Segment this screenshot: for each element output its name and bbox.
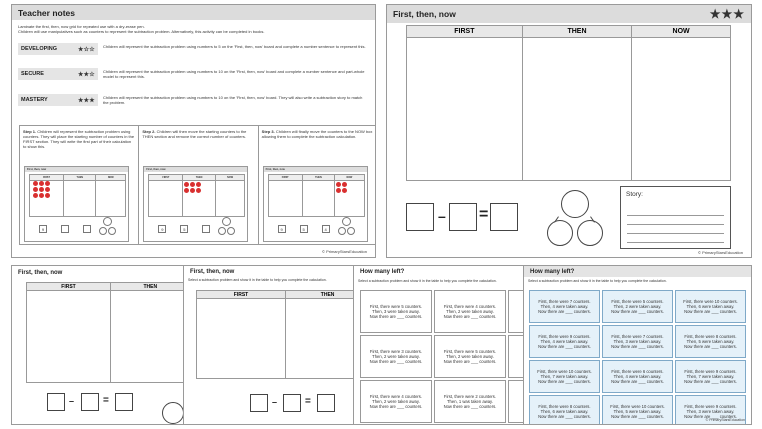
mini-board-title: First, then, now [25, 167, 128, 172]
level-label-box [18, 68, 98, 80]
level-label: MASTERY [21, 97, 48, 103]
problem-card[interactable] [434, 335, 506, 378]
step-3 [259, 126, 376, 244]
card-line: Then, 1 was taken away. [446, 398, 493, 404]
problem-card[interactable] [602, 395, 673, 425]
problem-card[interactable] [602, 290, 673, 323]
thumb-title-bar [184, 266, 358, 278]
level-label-box [18, 43, 98, 55]
thumb-title-bar [354, 266, 528, 277]
grid-header: FIRST [27, 283, 111, 291]
problem-card[interactable] [360, 290, 432, 333]
card-line: Then, 6 were taken away. [686, 303, 735, 309]
story-line [627, 234, 724, 243]
star-rating-icon: ★★☆ [77, 71, 95, 78]
steps-panel [19, 125, 376, 245]
problem-card[interactable] [434, 290, 506, 333]
grid-header: THEN [111, 283, 186, 291]
grid-header-first: FIRST [407, 26, 523, 38]
thumb-title-bar [524, 266, 751, 277]
thumbnail-first-then-now-2[interactable] [183, 265, 358, 425]
mini-header: THEN [64, 175, 96, 181]
story-line [627, 225, 724, 234]
card-line: Then, 2 were taken away. [372, 398, 420, 404]
problem-card[interactable] [675, 290, 746, 323]
step-title: Step 2. [142, 129, 156, 134]
card-line: Then, 5 were taken away. [613, 408, 662, 414]
equals-sign: = [305, 396, 311, 407]
card-line: Now there are ___ counters. [684, 344, 737, 350]
card-line: Then, 4 were taken away. [613, 373, 662, 379]
teacher-notes-page [11, 4, 376, 258]
level-developing [18, 43, 369, 55]
card-line: Now there are ___ counters. [538, 309, 591, 315]
card-grid [529, 290, 746, 425]
mini-box: 5 [300, 225, 308, 233]
counter [45, 187, 50, 192]
card-line: Now there are ___ counters. [538, 379, 591, 385]
thumbnail-how-many-left-2[interactable] [523, 265, 752, 425]
step-title: Step 1. [23, 129, 37, 134]
card-line: First, there were 6 counters. [611, 368, 664, 374]
level-description: Children will represent the subtraction problem using numbers to 10 on the 'First, then, now' board and complete a number sentence and part-whole model to represent this. [103, 69, 365, 79]
problem-card[interactable] [675, 325, 746, 358]
level-label-box [18, 94, 98, 106]
thumb-subtitle: Select a subtraction problem and show it in the table to help you complete the calculation. [528, 279, 667, 283]
mini-grid [268, 174, 365, 217]
card-line: Now there are ___ counters. [369, 314, 423, 320]
part-whole-circle [338, 227, 346, 235]
grid-header: THEN [286, 291, 359, 299]
card-line: First, there were 2 counters. [443, 393, 497, 399]
level-mastery [18, 94, 369, 106]
counter [342, 182, 347, 187]
card-line: Then, 7 were taken away. [540, 373, 589, 379]
level-description: Children will represent the subtraction problem using numbers to 10 on the 'First, then, now' board. They will also write a subtraction story to match the problem. [103, 95, 363, 105]
thumb-grid [196, 290, 358, 379]
mini-header: THEN [183, 175, 215, 181]
part-whole-circle [227, 227, 235, 235]
problem-card[interactable] [602, 360, 673, 393]
mini-board-title: First, then, now [264, 167, 367, 172]
answer-box[interactable] [490, 203, 518, 231]
counter [342, 188, 347, 193]
first-then-now-board [386, 4, 752, 258]
grid-cell-now[interactable] [632, 38, 731, 181]
part-whole-circle [99, 227, 107, 235]
board-title: First, then, now [393, 9, 456, 19]
thumbnail-how-many-left-1[interactable] [353, 265, 528, 425]
card-line: First, there were 9 counters. [538, 333, 591, 339]
equals-sign: = [103, 395, 109, 406]
step-2 [139, 126, 258, 244]
card-line: Then, 7 were taken away. [686, 373, 735, 379]
card-line: Then, 4 were taken away. [540, 303, 589, 309]
answer-box [115, 393, 133, 411]
counter [39, 181, 44, 186]
card-line: First, there were 9 counters. [684, 403, 737, 409]
card-line: First, there were 8 counters. [538, 403, 591, 409]
problem-card[interactable] [529, 360, 600, 393]
minus-sign: – [69, 396, 75, 406]
answer-box [47, 393, 65, 411]
mini-grid [148, 174, 245, 217]
mini-box: 4 [322, 225, 330, 233]
counter [33, 187, 38, 192]
level-label: DEVELOPING [21, 46, 58, 52]
card-line: First, there were 5 counters. [443, 348, 497, 354]
minus-sign: – [438, 208, 446, 224]
thumb-grid [26, 282, 186, 383]
step-1 [20, 126, 139, 244]
mini-header: FIRST [268, 175, 302, 181]
thumb-title-bar [12, 266, 186, 279]
card-line: First, there were 10 counters. [537, 368, 592, 374]
level-label: SECURE [21, 71, 44, 77]
card-line: Then, 3 were taken away. [372, 308, 420, 314]
card-line: First, there were 4 counters. [443, 303, 497, 309]
level-description: Children will represent the subtraction problem using numbers to 5 on the 'First, then, now' board and complete a number sentence to represent this. [103, 44, 366, 49]
card-line: Then, 4 were taken away. [540, 338, 589, 344]
answer-box [81, 393, 99, 411]
card-grid [360, 290, 528, 423]
mini-header: FIRST [30, 175, 64, 181]
card-line: Now there are ___ counters. [684, 309, 737, 315]
card-line: Then, 5 were taken away. [686, 338, 735, 344]
card-line: Now there are ___ counters. [611, 414, 664, 420]
grid-cell-then[interactable] [522, 38, 631, 181]
card-line: First, there were 3 counters. [369, 348, 423, 354]
star-rating-icon: ★★★ [709, 7, 745, 21]
card-line: First, there were 4 counters. [369, 393, 423, 399]
card-line: Then, 2 were taken away. [372, 353, 420, 359]
card-line: First, there were 5 counters. [369, 303, 423, 309]
card-line: First, there were 7 counters. [611, 333, 664, 339]
grid-header: FIRST [197, 291, 286, 299]
copyright-footer: © PrimaryStarsEducation [322, 249, 367, 254]
card-line: Now there are ___ counters. [611, 344, 664, 350]
mini-box: 5 [180, 225, 188, 233]
part-whole-circle[interactable] [577, 220, 603, 246]
problem-card[interactable] [529, 325, 600, 358]
grid-header-now: NOW [632, 26, 731, 38]
card-line: First, there were 10 counters. [683, 298, 738, 304]
mini-header: FIRST [149, 175, 183, 181]
level-secure [18, 68, 369, 80]
thumb-title: How many left? [360, 268, 405, 275]
card-line: Then, 2 were taken away. [446, 308, 494, 314]
thumb-title: How many left? [530, 268, 575, 275]
thumb-title: First, then, now [190, 269, 235, 275]
part-whole-circle [103, 217, 112, 226]
star-rating-icon: ★★★ [77, 97, 95, 104]
mini-box [202, 225, 210, 233]
counter [39, 193, 44, 198]
story-line [627, 216, 724, 225]
thumb-subtitle: Select a subtraction problem and show it in the table to help you complete the calculation. [188, 278, 327, 282]
card-line: Then, 3 were taken away. [686, 408, 735, 414]
grid-cell-first[interactable] [407, 38, 523, 181]
part-whole-circle [342, 217, 351, 226]
counter [33, 181, 38, 186]
story-box[interactable] [620, 186, 731, 249]
counter [45, 193, 50, 198]
mini-board [143, 166, 248, 242]
mini-box: 9 [158, 225, 166, 233]
minus-sign: – [272, 397, 278, 407]
counter [39, 187, 44, 192]
card-line: Now there are ___ counters. [538, 344, 591, 350]
mini-box [83, 225, 91, 233]
card-line: First, there were 10 counters. [610, 403, 665, 409]
counter [336, 188, 341, 193]
board-title-bar [387, 5, 751, 23]
step-title: Step 3. [261, 129, 275, 134]
mini-board [263, 166, 368, 242]
answer-box [283, 394, 301, 412]
mini-header: NOW [215, 175, 245, 181]
card-line: Now there are ___ counters. [611, 379, 664, 385]
grid-header-then: THEN [522, 26, 631, 38]
teacher-notes-intro [12, 20, 375, 36]
counter [45, 181, 50, 186]
card-line: Now there are ___ counters. [684, 379, 737, 385]
card-line: Then, 2 were taken away. [446, 353, 494, 359]
answer-box [250, 394, 268, 412]
star-rating-icon: ★☆☆ [77, 46, 95, 53]
problem-card[interactable] [602, 325, 673, 358]
card-line: Now there are ___ counters. [443, 404, 497, 410]
mini-header: NOW [335, 175, 365, 181]
story-label: Story: [626, 191, 643, 198]
step-text: Children will finally move the counters to the NOW box allowing them to complete the subtraction calculation. [261, 129, 373, 139]
problem-card[interactable] [434, 380, 506, 423]
copyright-footer: © PrimaryStarsEducation [698, 250, 743, 255]
card-line: Then, 2 were taken away. [613, 303, 662, 309]
card-line: Now there are ___ counters. [369, 359, 423, 365]
mini-board [24, 166, 129, 242]
card-line: Now there are ___ counters. [443, 359, 497, 365]
step-text: Children will represent the subtraction problem using counters. They will place the starting number of counters in the FIRST section. They will write the first part of their calculation to show this. [23, 129, 135, 149]
card-line: Then, 3 were taken away. [613, 338, 662, 344]
part-whole-circle[interactable] [561, 190, 589, 218]
card-line: Now there are ___ counters. [443, 314, 497, 320]
step-text: Children will then move the starting counters to the THEN section and remove the correct number of counters. [142, 129, 247, 139]
part-whole-circle [218, 227, 226, 235]
mini-header: NOW [96, 175, 126, 181]
part-whole-circle [108, 227, 116, 235]
teacher-notes-title-bar [12, 5, 375, 20]
part-whole-circle [162, 402, 184, 424]
card-line: Now there are ___ counters. [611, 309, 664, 315]
answer-box [317, 394, 335, 412]
card-line: First, there were 8 counters. [684, 333, 737, 339]
problem-card[interactable] [360, 380, 432, 423]
problem-card[interactable] [360, 335, 432, 378]
problem-card[interactable] [529, 290, 600, 323]
part-whole-circle [222, 217, 231, 226]
story-line [627, 208, 724, 216]
copyright-footer: © PrimaryStarsEducation [705, 418, 745, 422]
counter [33, 193, 38, 198]
intro-line: Children will use manipulatives such as counters to represent the subtraction problem. Alternatively, this activity can be completed in books. [18, 29, 265, 34]
equals-sign: = [479, 206, 489, 223]
mini-box: 9 [39, 225, 47, 233]
card-line: Now there are ___ counters. [684, 414, 737, 420]
card-line: First, there were 5 counters. [611, 298, 664, 304]
card-line: Now there are ___ counters. [538, 414, 591, 420]
card-line: Then, 6 were taken away. [540, 408, 589, 414]
part-whole-circle[interactable] [547, 220, 573, 246]
teacher-notes-title: Teacher notes [18, 7, 76, 18]
thumb-title: First, then, now [18, 269, 63, 276]
mini-board-title: First, then, now [144, 167, 247, 172]
card-line: First, there were 9 counters. [684, 368, 737, 374]
problem-card[interactable] [529, 395, 600, 425]
fnt-grid [406, 25, 731, 181]
answer-box[interactable] [406, 203, 434, 231]
card-line: First, there were 7 counters. [538, 298, 591, 304]
counter [336, 182, 341, 187]
problem-card[interactable] [675, 360, 746, 393]
mini-header: THEN [302, 175, 334, 181]
thumb-subtitle: Select a subtraction problem and show it in the table to help you complete the calculation. [358, 279, 497, 283]
mini-box: 9 [278, 225, 286, 233]
part-whole-circle [347, 227, 355, 235]
mini-box [61, 225, 69, 233]
answer-box[interactable] [449, 203, 477, 231]
card-line: Now there are ___ counters. [369, 404, 423, 410]
intro-line: Laminate the first, then, now grid for repeated use with a dry-erase pen. [18, 24, 145, 29]
thumbnail-first-then-now-1[interactable] [11, 265, 186, 425]
